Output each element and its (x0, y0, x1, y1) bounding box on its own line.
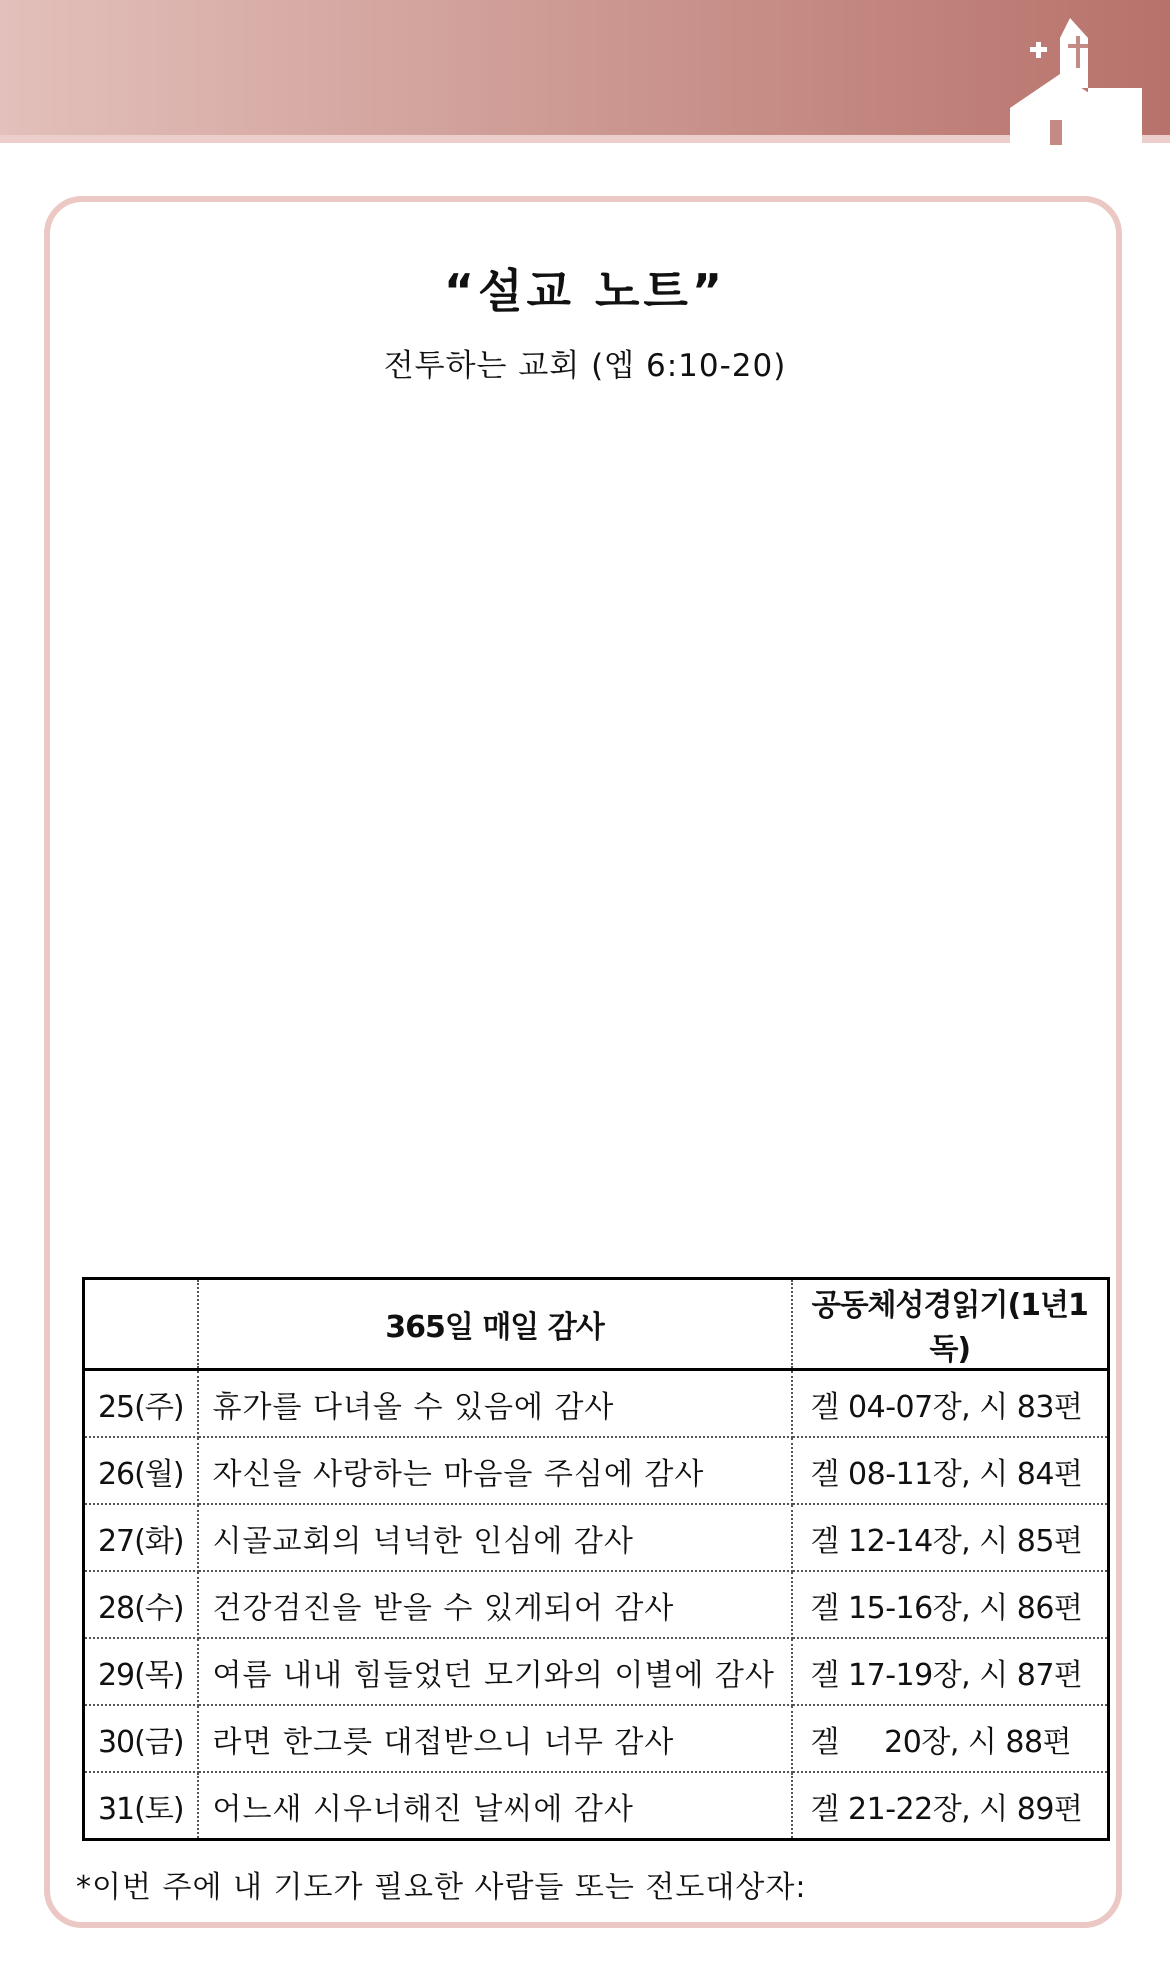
table-header-row (84, 1279, 1109, 1370)
thanks-cell: 자신을 사랑하는 마음을 주심에 감사 (198, 1437, 792, 1504)
day-cell: 25(주) (84, 1370, 198, 1438)
prayer-note: *이번 주에 내 기도가 필요한 사람들 또는 전도대상자: (76, 1870, 807, 1905)
header-thanks: 365일 매일 감사 (198, 1279, 792, 1370)
thanks-cell: 라면 한그릇 대접받으니 너무 감사 (198, 1705, 792, 1772)
day-cell: 28(수) (84, 1571, 198, 1638)
daily-thanks-table (82, 1277, 1110, 1841)
table-row (84, 1772, 1109, 1840)
sermon-subtitle: 전투하는 교회 (엡 6:10-20) (383, 348, 787, 384)
thanks-cell: 여름 내내 힘들었던 모기와의 이별에 감사 (198, 1638, 792, 1705)
thanks-cell: 시골교회의 넉넉한 인심에 감사 (198, 1504, 792, 1571)
table-row (84, 1571, 1109, 1638)
thanks-cell: 어느새 시우너해진 날씨에 감사 (198, 1772, 792, 1840)
reading-cell: 겔 21-22장, 시 89편 (810, 1791, 1083, 1827)
table-row (84, 1638, 1109, 1705)
reading-cell: 겔 12-14장, 시 85편 (792, 1504, 1109, 1571)
header-day (84, 1279, 198, 1370)
thanks-cell: 휴가를 다녀올 수 있음에 감사 (198, 1370, 792, 1438)
table-row (84, 1705, 1109, 1772)
table-row (84, 1437, 1109, 1504)
day-cell: 29(목) (84, 1638, 198, 1705)
page-title: “설교 노트” (443, 264, 727, 318)
reading-cell: 겔 08-11장, 시 84편 (792, 1437, 1109, 1504)
day-cell: 27(화) (84, 1504, 198, 1571)
reading-cell: 겔 17-19장, 시 87편 (792, 1638, 1109, 1705)
reading-cell: 겔 04-07장, 시 83편 (792, 1370, 1109, 1438)
day-cell: 31(토) (84, 1772, 198, 1840)
header-reading: 공동체성경읽기(1년1독) (792, 1279, 1109, 1370)
header-banner (0, 0, 1170, 135)
table-row (84, 1504, 1109, 1571)
header-strip (0, 135, 1170, 143)
thanks-cell: 건강검진을 받을 수 있게되어 감사 (198, 1571, 792, 1638)
day-cell: 30(금) (84, 1705, 198, 1772)
day-cell: 26(월) (84, 1437, 198, 1504)
church-icon (1000, 8, 1150, 145)
table-row (84, 1370, 1109, 1438)
reading-cell: 겔 20장, 시 88편 (792, 1705, 1109, 1772)
reading-cell: 겔 15-16장, 시 86편 (792, 1571, 1109, 1638)
